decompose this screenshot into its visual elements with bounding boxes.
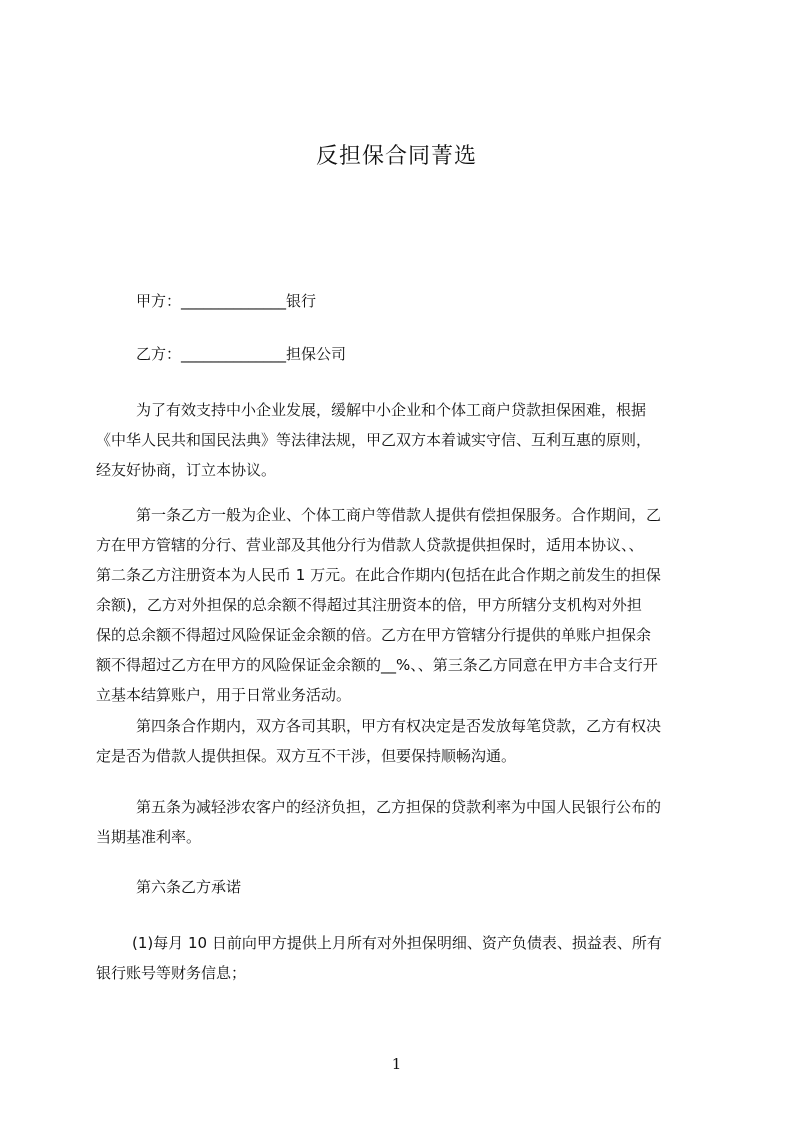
text-line: 为了有效支持中小企业发展，缓解中小企业和个体工商户贷款担保困难，根据 xyxy=(136,401,647,419)
text-line: 第四条合作期内，双方各司其职，甲方有权决定是否发放每笔贷款，乙方有权决 xyxy=(136,717,662,735)
text-line: 第二条乙方注册资本为人民币 1 万元。在此合作期内(包括在此合作期之前发生的担保 xyxy=(96,566,661,584)
article-6-heading xyxy=(96,872,742,902)
party-a-line xyxy=(96,286,742,316)
page-number: 1 xyxy=(391,1055,402,1073)
party-b-text: 乙方：______________担保公司 xyxy=(136,345,347,363)
text-line: 余额)，乙方对外担保的总余额不得超过其注册资本的倍，甲方所辖分支机构对外担 xyxy=(96,596,642,614)
text-line: 《中华人民共和国民法典》等法律法规，甲乙双方本着诚实守信、互利互惠的原则， xyxy=(96,431,652,449)
articles-1-3-paragraph xyxy=(96,500,702,710)
text-line: 第六条乙方承诺 xyxy=(136,878,242,896)
text-line: 方在甲方管辖的分行、营业部及其他分行为借款人贷款提供担保时，适用本协议、、 xyxy=(96,536,644,554)
article-4-paragraph xyxy=(96,711,702,771)
text-line: 第五条为减轻涉农客户的经济负担，乙方担保的贷款利率为中国人民银行公布的 xyxy=(136,798,662,816)
party-b-line xyxy=(96,339,742,369)
text-line: 保的总余额不得超过风险保证金余额的倍。乙方在甲方管辖分行提供的单账户担保余 xyxy=(96,626,652,644)
text-line: 立基本结算账户，用于日常业务活动。 xyxy=(96,686,352,704)
party-a-text: 甲方：______________银行 xyxy=(136,292,317,310)
text-line: 银行账号等财务信息； xyxy=(96,964,247,982)
document-title: 反担保合同菁选 xyxy=(315,144,477,169)
text-line: 第一条乙方一般为企业、个体工商户等借款人提供有偿担保服务。合作期间，乙 xyxy=(136,506,662,524)
preamble-paragraph xyxy=(96,395,702,485)
article-6-item-1-paragraph xyxy=(96,928,702,988)
text-line: 定是否为借款人提供担保。双方互不干涉，但要保持顺畅沟通。 xyxy=(96,747,517,765)
text-line: 额不得超过乙方在甲方的风险保证金余额的__%、、第三条乙方同意在甲方丰合支行开 xyxy=(96,656,658,674)
text-line: 当期基准利率。 xyxy=(96,828,202,846)
text-line: 经友好协商，订立本协议。 xyxy=(96,461,277,479)
article-5-paragraph xyxy=(96,792,702,852)
text-line: (1)每月 10 日前向甲方提供上月所有对外担保明细、资产负债表、损益表、所有 xyxy=(132,934,662,952)
